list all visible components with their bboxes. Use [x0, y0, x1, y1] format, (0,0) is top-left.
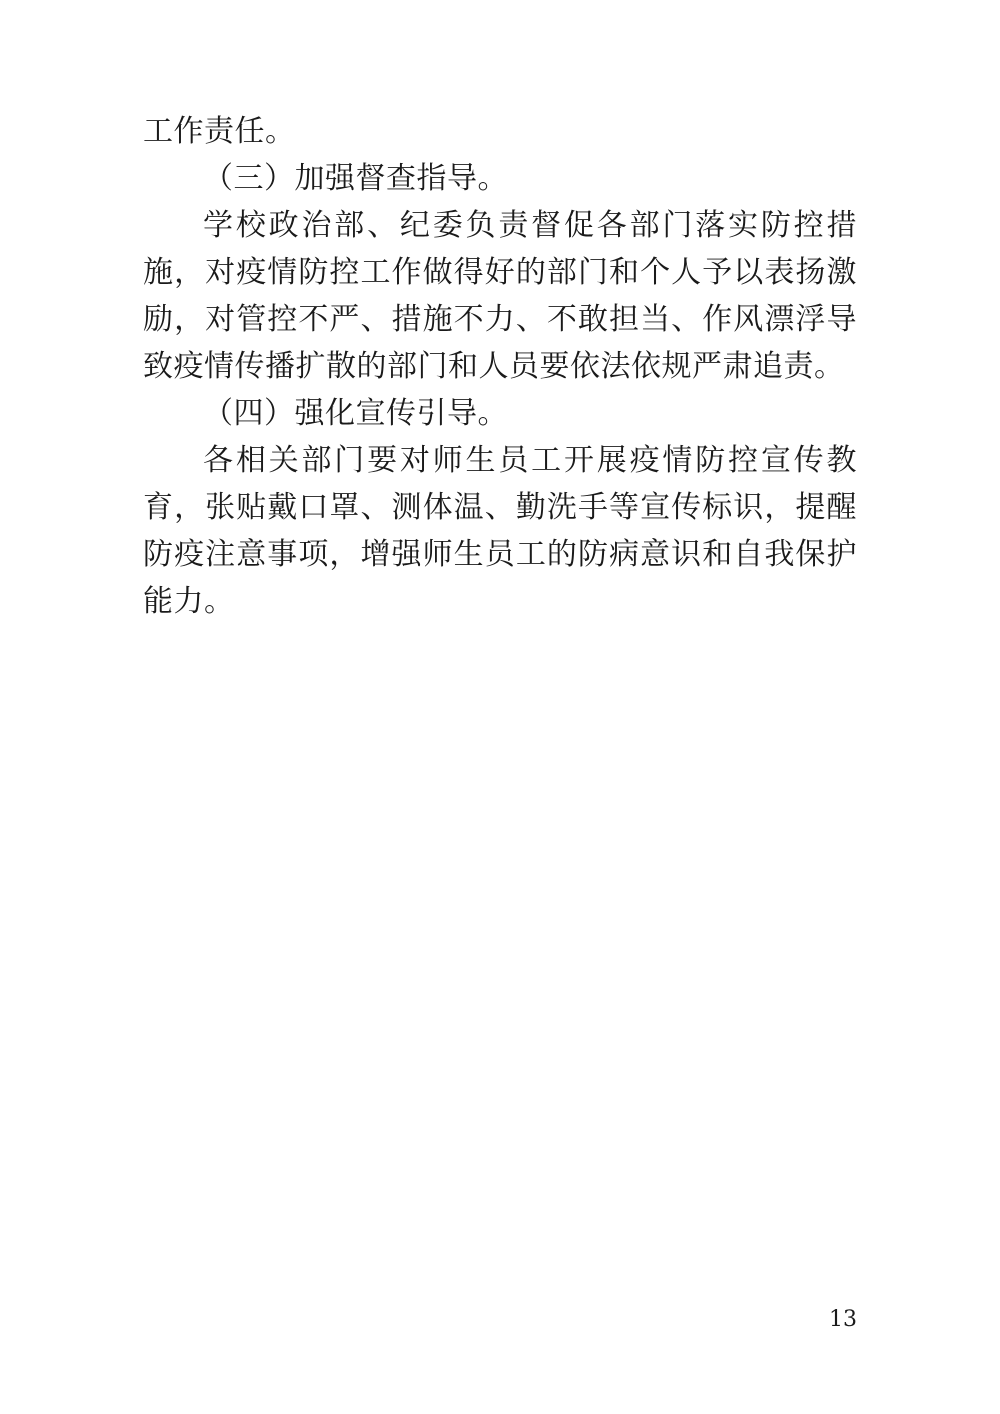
- paragraph-section-four: 各相关部门要对师生员工开展疫情防控宣传教育，张贴戴口罩、测体温、勤洗手等宣传标识，提醒防疫注意事项，增强师生员工的防病意识和自我保护能力。: [143, 443, 857, 619]
- page-number: 13: [829, 1307, 857, 1332]
- paragraph-section-three: 学校政治部、纪委负责督促各部门落实防控措施，对疫情防控工作做得好的部门和个人予以表扬激励，对管控不严、措施不力、不敢担当、作风漂浮导致疫情传播扩散的部门和人员要依法依规严肃追责。: [143, 208, 857, 384]
- page-content: [143, 108, 857, 625]
- heading-section-three: （三）加强督查指导。: [203, 161, 508, 196]
- heading-section-four: （四）强化宣传引导。: [203, 396, 508, 431]
- paragraph-continuation: 工作责任。: [143, 114, 296, 149]
